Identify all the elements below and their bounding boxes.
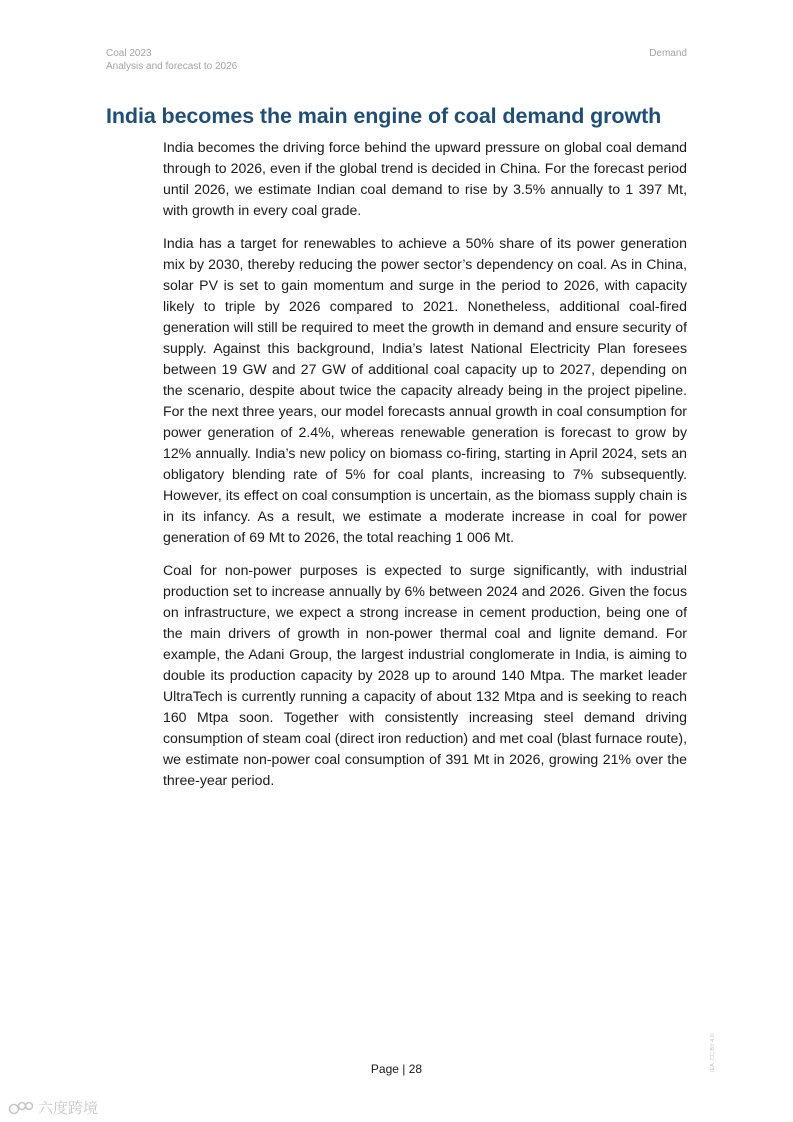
report-header	[106, 47, 237, 73]
watermark	[8, 1097, 98, 1118]
watermark-logo-icon	[8, 1100, 34, 1116]
report-title: Coal 2023	[106, 48, 152, 59]
paragraph-2: India has a target for renewables to achieve a 50% share of its power generation mix by 2030, thereby reducing the power sector’s dependency on coal. As in China, solar PV is set to gain momentum and surge in the period to 2026, with capacity likely to triple by 2026 compared to 2021. Nonetheless, additional coal-fired generation will still be required to meet the growth in demand and ensure security of supply. Against this background, India’s latest National Electricity Plan foresees between 19 GW and 27 GW of additional coal capacity up to 2027, depending on the scenario, despite about twice the capacity already being in the project pipeline. For the next three years, our model forecasts annual growth in coal consumption for power generation of 2.4%, whereas renewable generation is forecast to grow by 12% annually. India’s new policy on biomass co-firing, starting in April 2024, sets an obligatory blending rate of 5% for coal plants, increasing to 7% subsequently. However, its effect on coal consumption is uncertain, as the biomass supply chain is in its infancy. As a result, we estimate a moderate increase in coal for power generation of 69 Mt to 2026, the total reaching 1 006 Mt.	[163, 235, 687, 545]
watermark-text: 六度跨境	[38, 1100, 99, 1117]
section-label: Demand	[649, 48, 687, 59]
page-number: Page | 28	[370, 1062, 423, 1076]
body-text	[163, 137, 687, 803]
page-title: India becomes the main engine of coal demand growth	[106, 104, 662, 128]
report-subtitle: Analysis and forecast to 2026	[106, 61, 238, 72]
paragraph-1: India becomes the driving force behind the upward pressure on global coal demand through to 2026, even if the global trend is decided in China. For the forecast period until 2026, we estimate Indian coal demand to rise by 3.5% annually to 1 397 Mt, with growth in every coal grade.	[163, 139, 687, 218]
paragraph-3: Coal for non-power purposes is expected to surge significantly, with industrial production set to increase annually by 6% between 2024 and 2026. Given the focus on infrastructure, we expect a strong increase in cement production, being one of the main drivers of growth in non-power thermal coal and lignite demand. For example, the Adani Group, the largest industrial conglomerate in India, is aiming to double its production capacity by 2028 up to around 140 Mtpa. The market leader UltraTech is currently running a capacity of about 132 Mtpa and is seeking to reach 160 Mtpa soon. Together with consistently increasing steel demand driving consumption of steam coal (direct iron reduction) and met coal (blast furnace route), we estimate non-power coal consumption of 391 Mt in 2026, growing 21% over the three-year period.	[163, 562, 687, 788]
license-note: IEA. CC BY 4.0	[710, 1034, 716, 1072]
